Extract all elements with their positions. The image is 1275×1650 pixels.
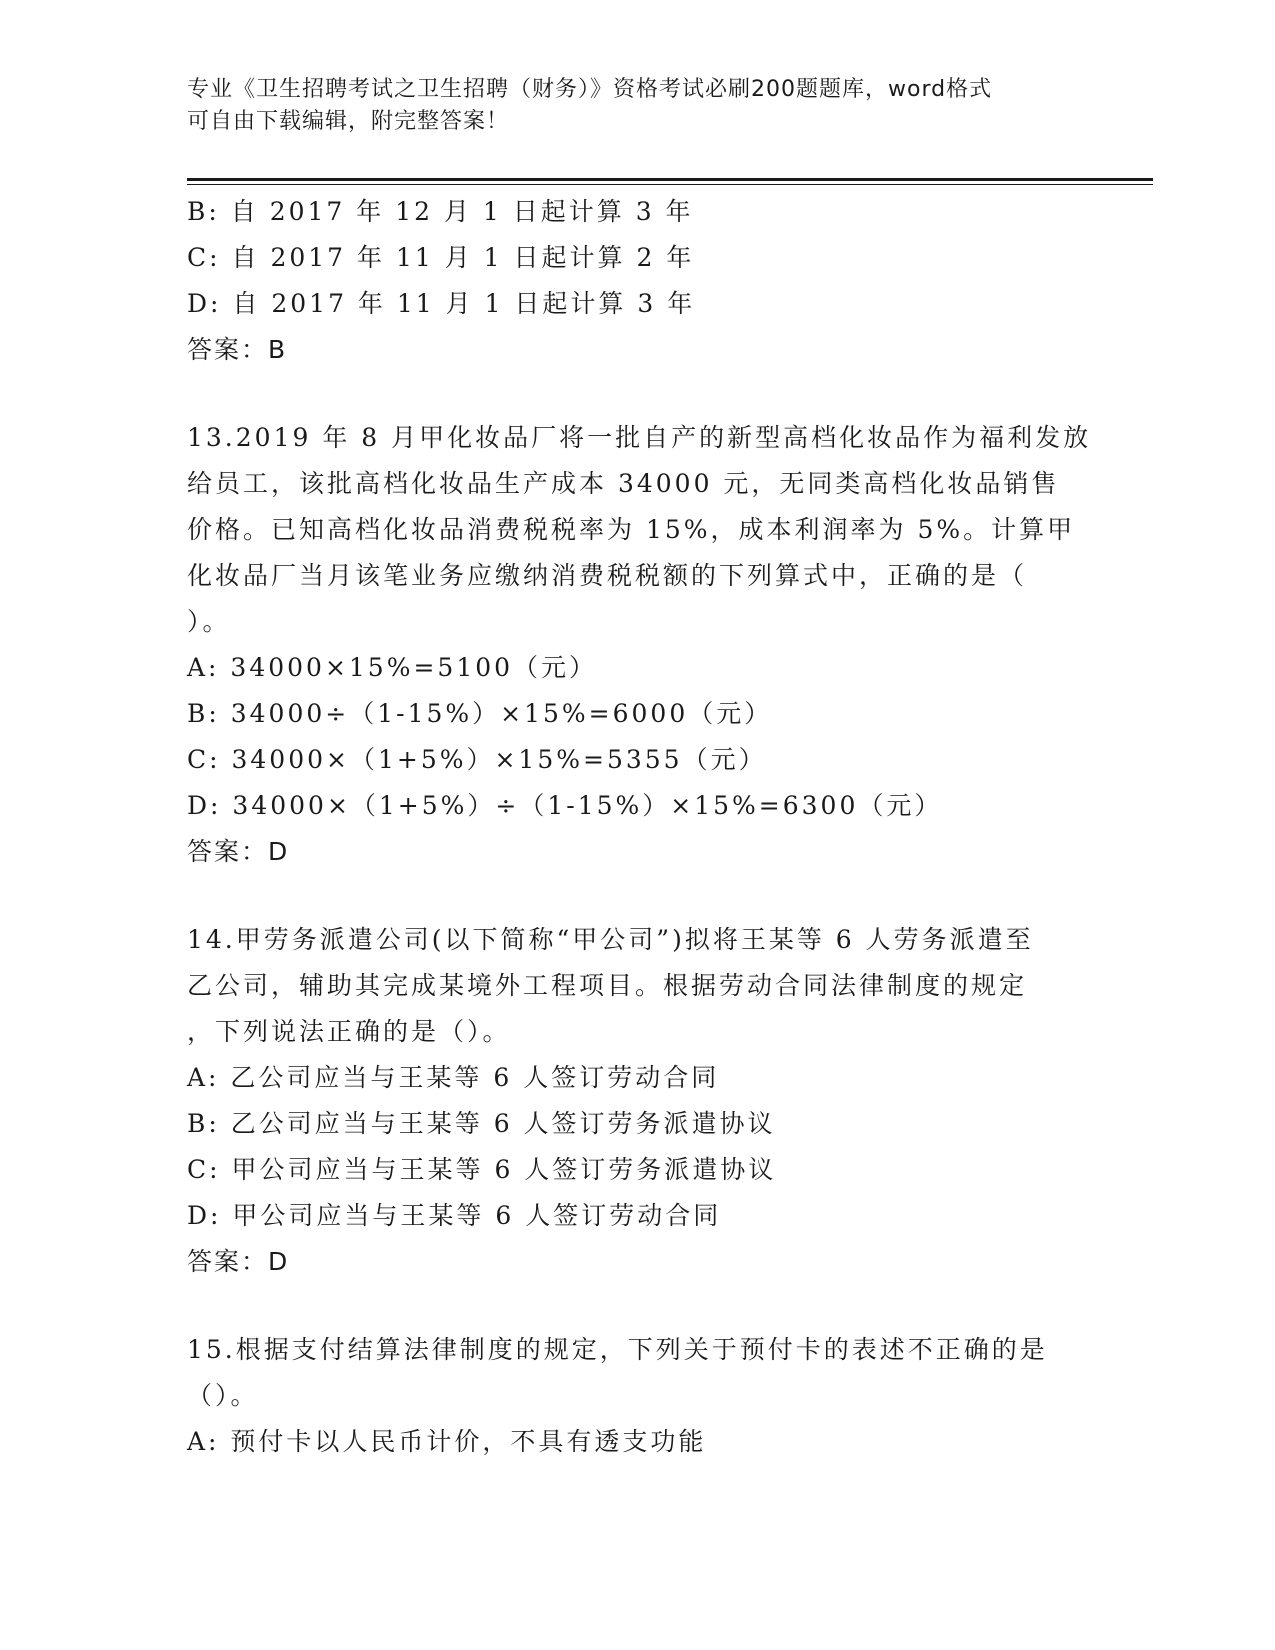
q12-option-c: C: 自 2017 年 11 月 1 日起计算 2 年 bbox=[187, 243, 695, 272]
q13-option-a: A: 34000×15%=5100（元） bbox=[187, 653, 598, 682]
question-content bbox=[187, 189, 1092, 1465]
question-13 bbox=[187, 415, 1092, 875]
q14-option-a: A: 乙公司应当与王某等 6 人签订劳动合同 bbox=[187, 1063, 720, 1092]
q15-stem-line: （）。 bbox=[187, 1381, 259, 1410]
q14-answer: 答案：D bbox=[187, 1247, 290, 1276]
q12-option-b: B: 自 2017 年 12 月 1 日起计算 3 年 bbox=[187, 197, 694, 226]
q13-stem-line: 给员工，该批高档化妆品生产成本 34000 元，无同类高档化妆品销售 bbox=[187, 469, 1060, 498]
q13-stem-line: 化妆品厂当月该笔业务应缴纳消费税税额的下列算式中，正确的是（ bbox=[187, 561, 1028, 590]
q13-option-c: C: 34000×（1+5%）×15%=5355（元） bbox=[187, 745, 767, 774]
q14-stem-line: 14.甲劳务派遣公司(以下简称“甲公司”)拟将王某等 6 人劳务派遣至 bbox=[187, 925, 1034, 954]
question-spacer bbox=[187, 1285, 1087, 1327]
q13-stem-line: 价格。已知高档化妆品消费税税率为 15%，成本利润率为 5%。计算甲 bbox=[187, 515, 1076, 544]
document-header bbox=[187, 74, 1067, 138]
header-title-line-2: 可自由下载编辑，附完整答案！ bbox=[187, 109, 510, 134]
q13-option-d: D: 34000×（1+5%）÷（1-15%）×15%=6300（元） bbox=[187, 791, 943, 820]
question-spacer bbox=[187, 373, 1087, 415]
header-title-line-1: 专业《卫生招聘考试之卫生招聘（财务）》资格考试必刷200题题库，word格式 bbox=[187, 77, 993, 102]
q14-stem-line: ，下列说法正确的是（）。 bbox=[187, 1017, 511, 1046]
header-divider-thin bbox=[187, 184, 1153, 185]
q13-option-b: B: 34000÷（1-15%）×15%=6000（元） bbox=[187, 699, 773, 728]
q14-option-c: C: 甲公司应当与王某等 6 人签订劳务派遣协议 bbox=[187, 1155, 777, 1184]
q15-stem-line: 15.根据支付结算法律制度的规定，下列关于预付卡的表述不正确的是 bbox=[187, 1335, 1048, 1364]
q14-option-b: B: 乙公司应当与王某等 6 人签订劳务派遣协议 bbox=[187, 1109, 776, 1138]
header-divider-thick bbox=[187, 178, 1153, 181]
q14-option-d: D: 甲公司应当与王某等 6 人签订劳动合同 bbox=[187, 1201, 722, 1230]
question-14 bbox=[187, 917, 1087, 1285]
q13-stem-line: ）。 bbox=[187, 607, 231, 636]
q13-answer: 答案：D bbox=[187, 837, 290, 866]
q12-option-d: D: 自 2017 年 11 月 1 日起计算 3 年 bbox=[187, 289, 696, 318]
q15-option-a: A: 预付卡以人民币计价，不具有透支功能 bbox=[187, 1427, 707, 1456]
q14-stem-line: 乙公司，辅助其完成某境外工程项目。根据劳动合同法律制度的规定 bbox=[187, 971, 1028, 1000]
question-12 bbox=[187, 189, 1087, 373]
question-spacer bbox=[187, 875, 1087, 917]
q13-stem-line: 13.2019 年 8 月甲化妆品厂将一批自产的新型高档化妆品作为福利发放 bbox=[187, 423, 1092, 452]
question-15 bbox=[187, 1327, 1087, 1465]
q12-answer: 答案：B bbox=[187, 335, 288, 364]
